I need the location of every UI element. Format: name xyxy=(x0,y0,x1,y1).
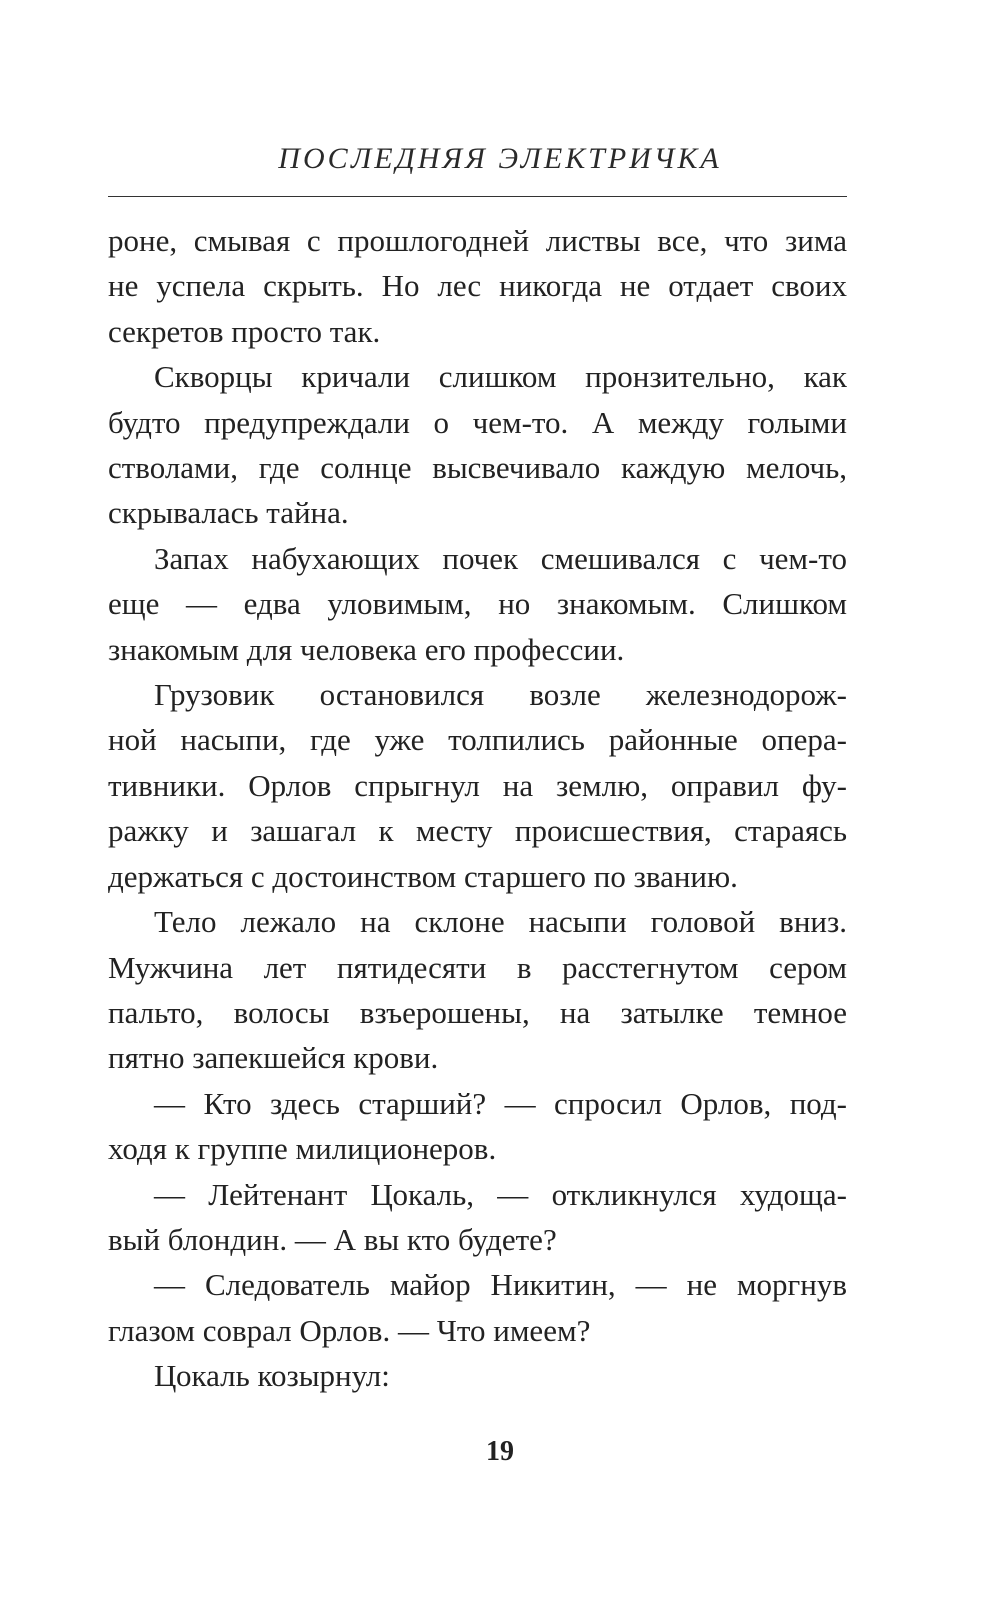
text-line: ной насыпи, где уже толпились районные опера- xyxy=(108,722,847,758)
paragraph xyxy=(108,1353,847,1398)
text-line: держаться с достоинством старшего по званию. xyxy=(108,858,738,894)
text-line: тивники. Орлов спрыгнул на землю, оправил фу- xyxy=(108,767,847,803)
text-line: роне, смывая с прошлогодней листвы все, что зима xyxy=(108,223,847,258)
text-line: не успела скрыть. Но лес никогда не отдает своих xyxy=(108,268,847,304)
paragraph xyxy=(108,899,847,1081)
paragraph xyxy=(108,354,847,536)
text-line: пальто, волосы взъерошены, на затылке темное xyxy=(108,994,847,1030)
text-line: Тело лежало на склоне насыпи головой вниз. xyxy=(154,904,847,940)
text-line: — Лейтенант Цокаль, — откликнулся худоща- xyxy=(154,1176,847,1212)
dialogue-paragraph xyxy=(108,1081,847,1172)
dialogue-paragraph xyxy=(108,1262,847,1353)
text-line: скрывалась тайна. xyxy=(108,495,349,531)
text-line: вый блондин. — А вы кто будете? xyxy=(108,1221,557,1257)
text-line: Грузовик остановился возле железнодорож- xyxy=(154,677,847,713)
text-line: Мужчина лет пятидесяти в расстегнутом сером xyxy=(108,949,847,985)
text-line: будто предупреждали о чем-то. А между голыми xyxy=(108,404,847,440)
page-number: 19 xyxy=(486,1436,514,1467)
body-text xyxy=(108,218,847,1399)
paragraph xyxy=(108,536,847,672)
paragraph xyxy=(108,672,847,899)
text-line: ражку и зашагал к месту происшествия, стараясь xyxy=(108,813,847,849)
text-line: пятно запекшейся крови. xyxy=(108,1040,439,1076)
running-header-title: ПОСЛЕДНЯЯ ЭЛЕКТРИЧКА xyxy=(278,142,722,175)
text-line: еще — едва уловимым, но знакомым. Слишком xyxy=(108,586,847,622)
paragraph-continuation xyxy=(108,218,847,354)
text-line: знакомым для человека его профессии. xyxy=(108,631,625,667)
text-line: — Кто здесь старший? — спросил Орлов, под- xyxy=(154,1085,847,1121)
text-line: секретов просто так. xyxy=(108,313,381,349)
text-line: Скворцы кричали слишком пронзительно, как xyxy=(154,359,847,395)
text-line: Цокаль козырнул: xyxy=(154,1358,390,1394)
header-divider xyxy=(108,196,847,197)
dialogue-paragraph xyxy=(108,1172,847,1263)
text-line: ходя к группе милиционеров. xyxy=(108,1131,497,1167)
text-line: глазом соврал Орлов. — Что имеем? xyxy=(108,1312,591,1348)
text-line: Запах набухающих почек смешивался с чем-то xyxy=(154,540,847,576)
text-line: стволами, где солнце высвечивало каждую мелочь, xyxy=(108,450,847,486)
text-line: — Следователь майор Никитин, — не моргнув xyxy=(154,1267,847,1303)
